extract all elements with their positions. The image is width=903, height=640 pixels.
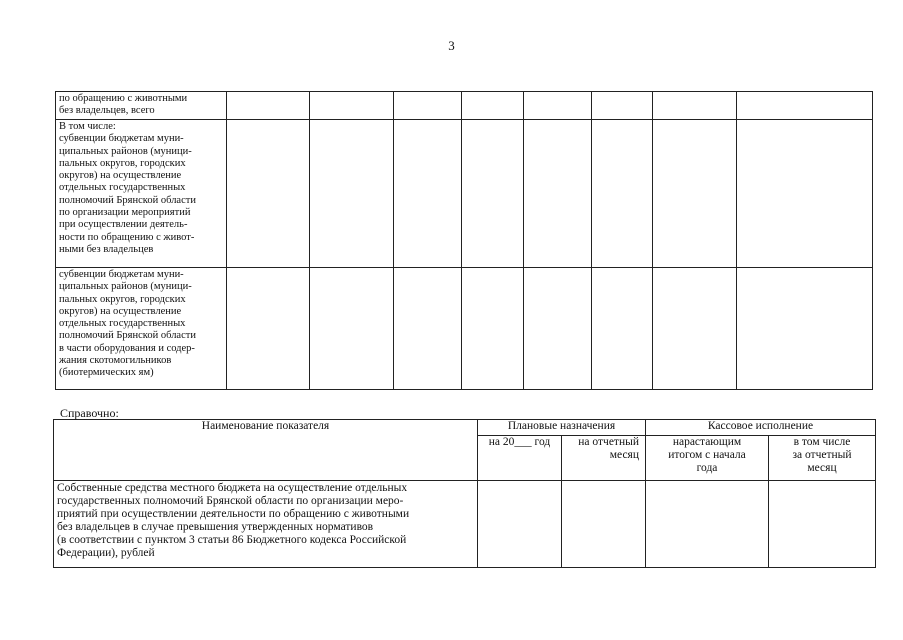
header-row xyxy=(54,436,876,481)
value-cell xyxy=(394,92,462,120)
reference-table xyxy=(53,419,876,568)
label-line: жания скотомогильников xyxy=(59,355,172,367)
label-line: ности по обращению с живот- xyxy=(59,231,195,243)
value-cell xyxy=(310,268,394,390)
label-line: В том числе: xyxy=(59,121,116,132)
value-cell xyxy=(737,92,873,120)
value-cell xyxy=(653,120,737,268)
label-line: отдельных государственных xyxy=(59,182,186,194)
indicator-name-header: Наименование показателя xyxy=(54,420,478,436)
value-cell xyxy=(769,481,876,568)
table-row xyxy=(56,92,873,120)
table-row xyxy=(56,120,873,268)
label-line: по обращению с животными xyxy=(59,93,188,104)
value-cell xyxy=(394,268,462,390)
label-line: полномочий Брянской области xyxy=(59,330,196,342)
value-cell xyxy=(592,268,653,390)
value-cell xyxy=(227,120,310,268)
label-line: округов) на осуществление xyxy=(59,170,182,182)
page-number: 3 xyxy=(448,38,455,53)
value-cell xyxy=(462,92,524,120)
label-line: пальных округов, городских xyxy=(59,293,186,305)
row-label xyxy=(56,268,227,390)
label-line: полномочий Брянской области xyxy=(59,194,196,206)
label-line: субвенции бюджетам муни- xyxy=(59,269,184,280)
planned-header: Плановые назначения xyxy=(478,420,646,436)
label-line: без владельцев, всего xyxy=(59,105,155,117)
value-cell xyxy=(524,268,592,390)
value-cell xyxy=(310,120,394,268)
label-line: округов) на осуществление xyxy=(59,305,182,317)
label-line: субвенции бюджетам муни- xyxy=(59,133,184,145)
label-line: по организации мероприятий xyxy=(59,207,191,219)
label-line: ципальных районов (муници- xyxy=(59,145,192,157)
value-cell xyxy=(524,92,592,120)
value-cell xyxy=(462,268,524,390)
label-line: (биотермических ям) xyxy=(59,367,154,379)
header-row xyxy=(54,420,876,436)
value-cell xyxy=(737,120,873,268)
table-row xyxy=(56,268,873,390)
label-line: пальных округов, городских xyxy=(59,157,186,169)
label-line: в части оборудования и содер- xyxy=(59,342,195,354)
reference-label: Справочно: xyxy=(60,406,119,420)
label-line: при осуществлении деятель- xyxy=(59,219,188,231)
year-header: на 20___ год xyxy=(478,436,562,481)
value-cell xyxy=(478,481,562,568)
value-cell xyxy=(646,481,769,568)
value-cell xyxy=(524,120,592,268)
label-line: ципальных районов (муници- xyxy=(59,281,192,293)
table-row xyxy=(54,481,876,568)
including-month-header: в том числе за отчетный месяц xyxy=(769,436,876,481)
label-line: ными без владельцев xyxy=(59,243,154,255)
main-table xyxy=(55,91,873,390)
value-cell xyxy=(394,120,462,268)
value-cell xyxy=(227,268,310,390)
value-cell xyxy=(310,92,394,120)
value-cell xyxy=(653,268,737,390)
value-cell xyxy=(592,92,653,120)
value-cell xyxy=(462,120,524,268)
label-line: отдельных государственных xyxy=(59,318,186,330)
value-cell xyxy=(653,92,737,120)
value-cell xyxy=(737,268,873,390)
row-label xyxy=(56,120,227,268)
cash-header: Кассовое исполнение xyxy=(646,420,876,436)
value-cell xyxy=(562,481,646,568)
reporting-month-header: на отчетный месяц xyxy=(562,436,646,481)
cumulative-header: нарастающим итогом с начала года xyxy=(646,436,769,481)
value-cell xyxy=(592,120,653,268)
row-label xyxy=(56,92,227,120)
row-label: Собственные средства местного бюджета на осуществление отдельных государственных полномочий Брянской области по организации меро- приятий при осуществлении деятельности по обращению с животными без владельцев в случае превышения утвержденных нормативов (в соответствии с пунктом 3 статьи 86 Бюджетного кодекса Российской Федерации), рублей xyxy=(54,481,478,568)
value-cell xyxy=(227,92,310,120)
